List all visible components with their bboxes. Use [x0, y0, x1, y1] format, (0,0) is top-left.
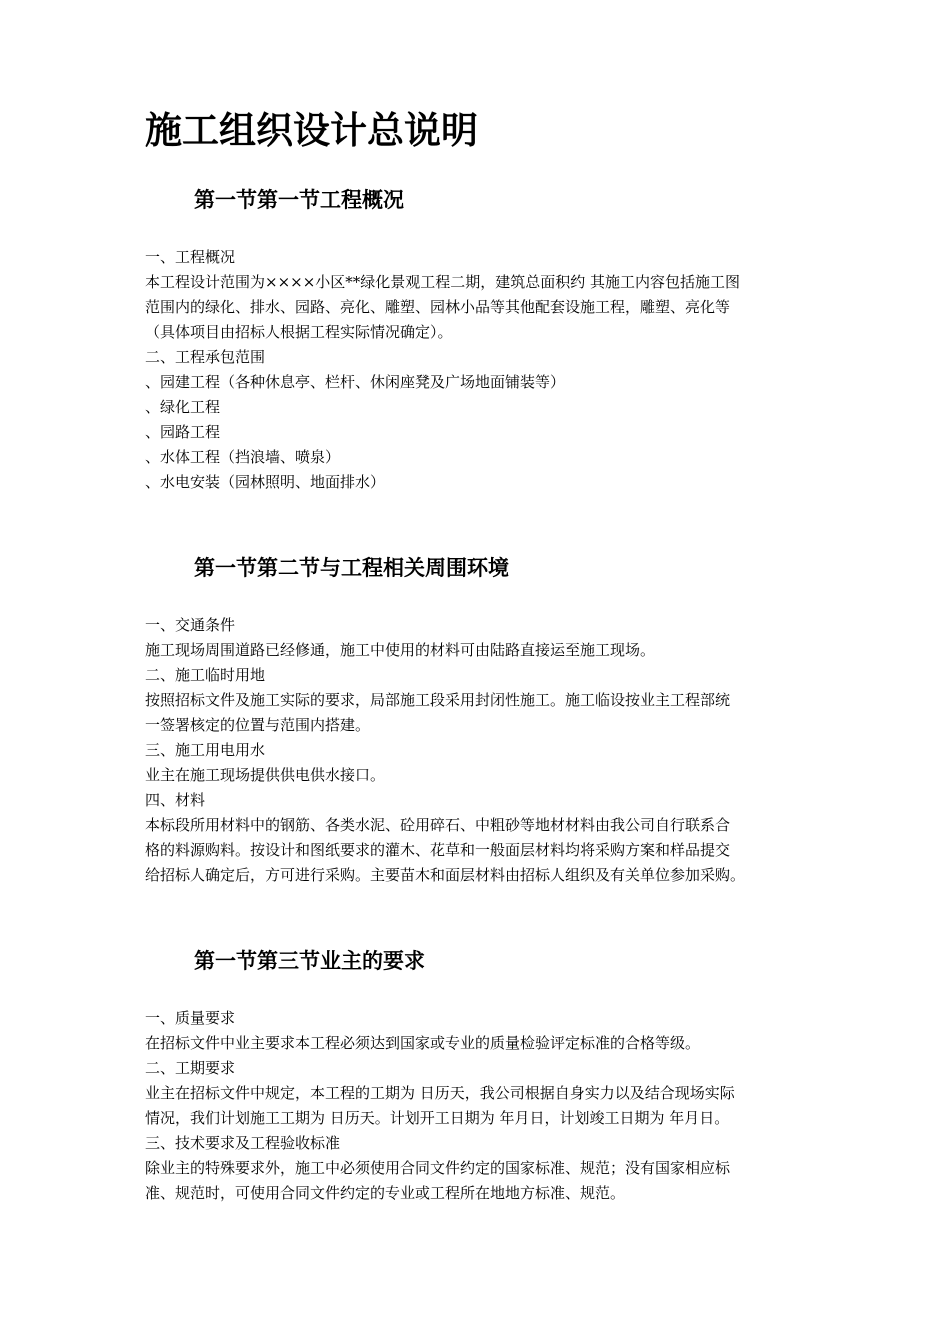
- paragraph-line: 一签署核定的位置与范围内搭建。: [145, 716, 371, 734]
- subheading-line: 一、交通条件: [145, 616, 236, 634]
- paragraph-line: 情况，我们计划施工工期为 日历天。计划开工日期为 年月日，计划竣工日期为 年月日。: [145, 1109, 730, 1127]
- paragraph-line: 准、规范时，可使用合同文件约定的专业或工程所在地地方标准、规范。: [145, 1184, 626, 1202]
- subheading-line: 四、材料: [145, 791, 206, 809]
- section-heading: 第一节第三节业主的要求: [194, 948, 425, 973]
- section-project-overview: [145, 185, 813, 495]
- list-item: 、水体工程（挡浪墙、喷泉）: [145, 448, 341, 466]
- list-item: 、绿化工程: [145, 398, 221, 416]
- section-heading: 第一节第一节工程概况: [194, 187, 404, 212]
- paragraph-line: 本标段所用材料中的钢筋、各类水泥、砼用碎石、中粗砂等地材材料由我公司自行联系合: [145, 816, 731, 834]
- paragraph-line: 业主在招标文件中规定，本工程的工期为 日历天，我公司根据自身实力以及结合现场实际: [145, 1084, 735, 1102]
- list-item: 、园路工程: [145, 423, 221, 441]
- subheading-line: 三、施工用电用水: [145, 741, 266, 759]
- section-surroundings: [145, 553, 813, 888]
- section-owner-requirements: [145, 946, 813, 1206]
- section-body: [145, 613, 813, 888]
- paragraph-line: 范围内的绿化、排水、园路、亮化、雕塑、园林小品等其他配套设施工程，雕塑、亮化等: [145, 298, 731, 316]
- document-title: 施工组织设计总说明: [145, 108, 478, 152]
- subheading-line: 一、质量要求: [145, 1009, 236, 1027]
- paragraph-line: 本工程设计范围为××××小区**绿化景观工程二期，建筑总面积约 其施工内容包括施工图: [145, 273, 741, 291]
- paragraph-line: 按照招标文件及施工实际的要求，局部施工段采用封闭性施工。施工临设按业主工程部统: [145, 691, 731, 709]
- subheading-line: 三、技术要求及工程验收标准: [145, 1134, 341, 1152]
- paragraph-line: 在招标文件中业主要求本工程必须达到国家或专业的质量检验评定标准的合格等级。: [145, 1034, 701, 1052]
- paragraph-line: 给招标人确定后，方可进行采购。主要苗木和面层材料由招标人组织及有关单位参加采购。: [145, 866, 746, 884]
- paragraph-line: 除业主的特殊要求外，施工中必须使用合同文件约定的国家标准、规范；没有国家相应标: [145, 1159, 731, 1177]
- subheading-line: 二、工程承包范围: [145, 348, 266, 366]
- subheading-line: 一、工程概况: [145, 248, 236, 266]
- paragraph-line: 格的料源购料。按设计和图纸要求的灌木、花草和一般面层材料均将采购方案和样品提交: [145, 841, 731, 859]
- subheading-line: 二、施工临时用地: [145, 666, 266, 684]
- section-body: [145, 1006, 813, 1206]
- paragraph-line: 施工现场周围道路已经修通，施工中使用的材料可由陆路直接运至施工现场。: [145, 641, 656, 659]
- list-item: 、园建工程（各种休息亭、栏杆、休闲座凳及广场地面铺装等）: [145, 373, 566, 391]
- section-heading: 第一节第二节与工程相关周围环境: [194, 555, 509, 580]
- section-body: [145, 245, 813, 495]
- paragraph-line: （具体项目由招标人根据工程实际情况确定）。: [145, 323, 453, 341]
- list-item: 、水电安装（园林照明、地面排水）: [145, 473, 386, 491]
- paragraph-line: 业主在施工现场提供供电供水接口。: [145, 766, 386, 784]
- subheading-line: 二、工期要求: [145, 1059, 236, 1077]
